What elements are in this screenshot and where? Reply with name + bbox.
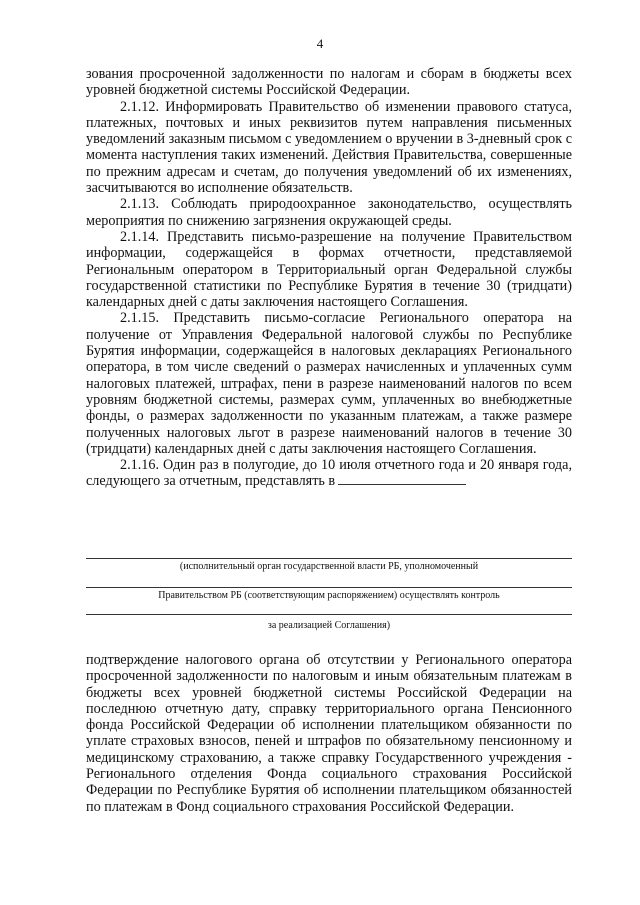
blank-fill-line bbox=[338, 483, 466, 485]
continuation-text-block bbox=[86, 652, 572, 815]
form-line-2 bbox=[86, 587, 572, 588]
paragraph-continuation-top: зования просроченной задолженности по налогам и сборам в бюджеты всех уровней бюджетной системы Российской Федерации. bbox=[86, 66, 572, 99]
form-line-3 bbox=[86, 614, 572, 615]
form-caption-3: за реализацией Соглашения) bbox=[267, 620, 391, 631]
form-line-1 bbox=[86, 558, 572, 559]
paragraph-continuation-bottom: подтверждение налогового органа об отсутствии у Регионального оператора просроченной задолженности по налоговым и иным обязательным платежам в бюджеты всех уровней бюджетной системы Российской Федерации на последнюю отчетную дату, справку территориального органа Пенсионного фонда Российской Федерации об исполнении плательщиком обязанности по уплате страховых взносов, пеней и штрафов по обязательному пенсионному и медицинскому страхованию, а также справку Государственного учреждения - Регионального отделения Фонда социального страхования Российской Федерации по Республикe Бурятия об исполнении плательщиком обязанностей по платежам в Фонд социального страхования Российской Федерации. bbox=[86, 652, 572, 815]
paragraph-2-1-14: 2.1.14. Представить письмо-разрешение на получение Правительством информации, содержащейся в формах отчетности, представляемой Региональным оператором в Территориальный орган Федеральной службы государственной статистики по Республике Бурятия в течение 30 (тридцати) календарных дней с даты заключения настоящего Соглашения. bbox=[86, 228, 572, 311]
form-caption-2: Правительством РБ (соответствующим распоряжением) осуществлять контроль bbox=[158, 590, 500, 601]
main-text-block bbox=[86, 66, 572, 490]
paragraph-2-1-16 bbox=[86, 457, 572, 490]
paragraph-2-1-13: 2.1.13. Соблюдать природоохранное законодательство, осуществлять мероприятия по снижению загрязнения окружающей среды. bbox=[86, 196, 572, 229]
paragraph-2-1-12: 2.1.12. Информировать Правительство об изменении правового статуса, платежных, почтовых и иных реквизитов путем направления письменных уведомлений заказным письмом с уведомлением о вручении в 3-дневный срок с момента наступления таких изменений. Действия Правительства, совершенные по прежним адресам и счетам, до получения уведомлений об их изменениях, засчитываются во исполнение обязательств. bbox=[86, 98, 572, 197]
paragraph-2-1-15: 2.1.15. Представить письмо-согласие Регионального оператора на получение от Управления Федеральной налоговой службы по Республике Бурятия информации, содержащейся в налоговых декларациях Регионального оператора, в том числе сведений о размерах начисленных и уплаченных сумм налоговых платежей, штрафах, пени в разрезе наименований налогов по всем уровням бюджетной системы, размерах сумм, уплаченных во внебюджетные фонды, о размерах задолженности по указанным платежам, а также размере полученных налоговых льгот в разрезе наименований налогов в течение 30 (тридцати) календарных дней с даты заключения настоящего Соглашения. bbox=[86, 310, 572, 457]
page-number: 4 bbox=[316, 36, 324, 51]
form-caption-1: (исполнительный орган государственной власти РБ, уполномоченный bbox=[179, 561, 479, 572]
paragraph-2-1-16-text: 2.1.16. Один раз в полугодие, до 10 июля отчетного года и 20 января года, следующего за отчетным, представлять в bbox=[86, 457, 572, 490]
